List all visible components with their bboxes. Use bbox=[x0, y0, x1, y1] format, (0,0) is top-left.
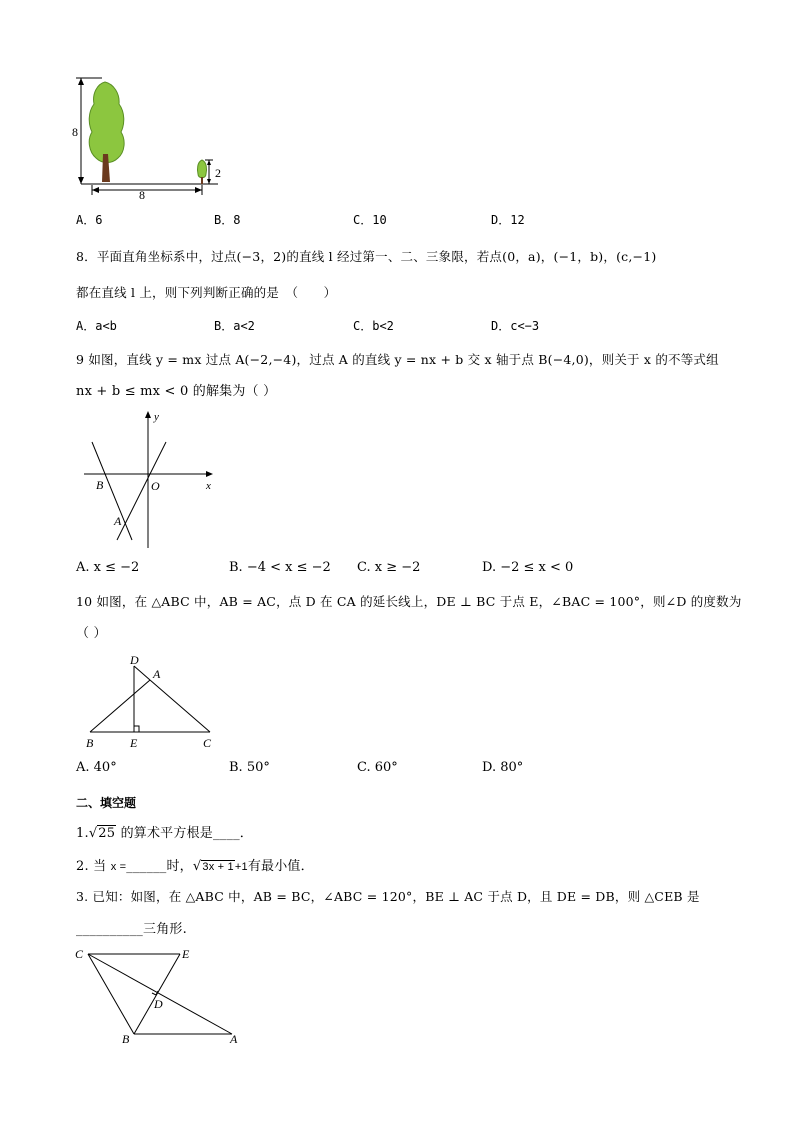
fill3-label-c: C bbox=[75, 947, 84, 961]
q9-option-d: D. −2 ≤ x < 0 bbox=[482, 560, 574, 575]
fill1-question bbox=[76, 822, 253, 841]
fill3-label-e: E bbox=[182, 947, 190, 961]
q10-triangle-figure bbox=[82, 652, 222, 752]
q10-option-b: B. 50° bbox=[229, 760, 270, 775]
fill1-suffix: 的算术平方根是____． bbox=[116, 826, 253, 841]
fill2-radicand: 3x + 1 bbox=[202, 861, 234, 873]
q9-label-o: O bbox=[151, 479, 160, 493]
sqrt-sign: √ bbox=[88, 826, 98, 841]
fill3-label-b: B bbox=[122, 1032, 130, 1046]
q9-line-1: 9 如图，直线 y = mx 过点 A(−2,−4)，过点 A 的直线 y = nx + b 交 x 轴于点 B(−4,0)，则关于 x 的不等式组 bbox=[76, 352, 719, 367]
q9-label-y: y bbox=[154, 411, 159, 423]
q9-option-c: C. x ≥ −2 bbox=[357, 560, 421, 575]
tree-height-label: 8 bbox=[72, 125, 78, 139]
q10-option-a: A. 40° bbox=[76, 760, 117, 775]
fill1-prefix: 1. bbox=[76, 826, 89, 841]
q10-option-d: D. 80° bbox=[482, 760, 524, 775]
fill2-blank: ______ bbox=[126, 859, 167, 874]
section-title: 二、填空题 bbox=[76, 796, 137, 810]
q8-option-c: C．b<2 bbox=[353, 319, 394, 333]
tree-gap-label: 8 bbox=[139, 188, 145, 202]
q7-option-d: D．12 bbox=[491, 213, 525, 227]
q9-option-b: B. −4 < x ≤ −2 bbox=[229, 560, 331, 575]
q8-line-2: 都在直线 l 上，则下列判断正确的是 （ ） bbox=[76, 285, 337, 300]
q10-label-b: B bbox=[86, 736, 94, 750]
q7-option-b: B．8 bbox=[214, 213, 241, 227]
q8-option-a: A．a<b bbox=[76, 319, 117, 333]
fill2-var: x = bbox=[110, 861, 127, 873]
q10-line-1: 10 如图，在 △ABC 中，AB = AC，点 D 在 CA 的延长线上，DE ⊥ BC 于点 E，∠BAC = 100°，则∠D 的度数为 bbox=[76, 594, 742, 609]
q9-option-a: A. x ≤ −2 bbox=[76, 560, 140, 575]
fill2-tail: +1 bbox=[234, 861, 248, 873]
tree-figure bbox=[70, 74, 230, 204]
q10-option-c: C. 60° bbox=[357, 760, 398, 775]
q8-option-d: D．c<−3 bbox=[491, 319, 540, 333]
fill2-prefix: 2. 当 bbox=[76, 859, 107, 874]
fill3-label-d: D bbox=[154, 997, 163, 1011]
fill3-figure bbox=[72, 942, 252, 1048]
q8-option-b: B．a<2 bbox=[214, 319, 255, 333]
q9-label-a: A bbox=[114, 514, 122, 528]
q7-option-a: A．6 bbox=[76, 213, 103, 227]
q10-line-2: （ ） bbox=[76, 626, 107, 641]
sqrt-sign: √ bbox=[192, 859, 202, 874]
fill1-radicand: 25 bbox=[98, 826, 116, 841]
fill2-mid: 时， bbox=[166, 859, 193, 874]
fill3-line-1: 3. 已知：如图，在 △ABC 中，AB = BC，∠ABC = 120°，BE ⊥ AC 于点 D，且 DE = DB，则 △CEB 是 bbox=[76, 889, 700, 904]
q7-option-c: C．10 bbox=[353, 213, 387, 227]
q8-line-1: 8．平面直角坐标系中，过点(−3，2)的直线 l 经过第一、二、三象限，若点(0，a)，(−1，b)，(c,−1) bbox=[76, 249, 657, 264]
fill3-label-a: A bbox=[230, 1032, 238, 1046]
q10-label-d: D bbox=[130, 653, 139, 667]
q9-label-b: B bbox=[96, 478, 104, 492]
q10-label-e: E bbox=[130, 736, 138, 750]
small-tree-height-label: 2 bbox=[215, 166, 221, 180]
q9-graph bbox=[80, 408, 230, 550]
q10-label-a: A bbox=[153, 667, 161, 681]
fill2-question bbox=[76, 855, 314, 874]
fill3-line-2: __________三角形. bbox=[76, 922, 187, 937]
fill2-suffix: 有最小值． bbox=[247, 859, 314, 874]
q10-label-c: C bbox=[203, 736, 212, 750]
q9-label-x: x bbox=[206, 480, 211, 492]
q9-line-2: nx + b ≤ mx < 0 的解集为（ ） bbox=[76, 384, 277, 399]
